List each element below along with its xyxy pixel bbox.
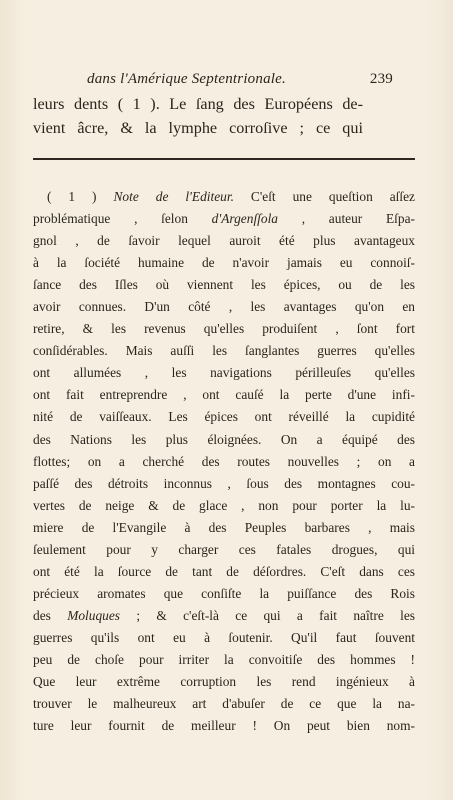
footnote-line: ont allumées , les navigations périlleuſes qu'elles	[33, 365, 415, 381]
footnote-line: précieux aromates que conſiſte la puiſſance des Rois	[33, 585, 415, 601]
footnote-line: ture leur fournit de meilleur ! On peut bien nom-	[33, 718, 415, 734]
footnote-line: Que leur extrême corruption les rend ingénieux à	[33, 674, 415, 690]
footnote-line: à la ſociété humaine de n'avoir jamais eu connoiſ-	[33, 255, 415, 271]
running-title: dans l'Amérique Septentrionale.	[87, 71, 286, 87]
footnote-text: des	[33, 607, 51, 623]
place-name: Moluques	[67, 607, 120, 623]
footnote-line: guerres qu'ils ont eu à ſoutenir. Qu'il faut ſouvent	[33, 629, 415, 645]
main-text-line: leurs dents ( 1 ). Le ſang des Européens de-	[33, 95, 363, 113]
page-number: 239	[369, 71, 393, 87]
footnote-line: ont fait entreprendre , ont cauſé la perte d'une infi-	[33, 387, 415, 403]
footnote-text: problématique , ſelon	[33, 211, 188, 227]
footnote-line: gnol , de ſavoir lequel auroit été plus avantageux	[33, 233, 415, 249]
footnote-line: conſidérables. Mais auſſi les ſanglantes guerres qu'elles	[33, 343, 415, 359]
footnote-line	[33, 605, 415, 627]
footnote-line: nité de vaiſſeaux. Les épices ont réveillé la cupidité	[33, 409, 415, 425]
main-text	[33, 92, 363, 140]
footnote-line: paſſé des détroits inconnus , ſous des montagnes cou-	[33, 475, 415, 491]
cited-author: d'Argenſſola	[211, 211, 278, 227]
footnote-line: ſance des Iſles où viennent les épices, ou de les	[33, 277, 415, 293]
editor-footnote	[33, 186, 415, 737]
footnote-line: des Nations les plus éloignées. On a équipé des	[33, 431, 415, 447]
footnote-label: Note de l'Editeur.	[113, 189, 234, 204]
footnote-text: ; & c'eſt-là ce qui a fait naître les	[136, 607, 415, 623]
running-header	[58, 71, 393, 91]
footnote-line: vertes de neige & de glace , non pour porter la lu-	[33, 497, 415, 513]
footnote-line	[33, 208, 415, 230]
main-text-line: vient âcre, & la lymphe corroſive ; ce qui	[33, 119, 363, 137]
footnote-line: trouver le malheureux art d'abuſer de ce que la na-	[33, 696, 415, 712]
footnote-divider	[33, 158, 415, 160]
footnote-marker: ( 1 )	[47, 189, 97, 204]
footnote-line: miere de l'Evangile à des Peuples barbares , mais	[33, 519, 415, 535]
footnote-line: peu de choſe pour irriter la convoitiſe des hommes !	[33, 651, 415, 667]
footnote-text: , auteur Eſpa-	[301, 211, 415, 227]
footnote-line	[33, 186, 415, 208]
footnote-line: flottes; on a cherché des routes nouvelles ; on a	[33, 453, 415, 469]
footnote-line: ſeulement pour y charger ces fatales drogues, qui	[33, 541, 415, 557]
footnote-line: avoir connues. D'un côté , les avantages qu'on en	[33, 299, 415, 315]
footnote-line: ont été la ſource de tant de déſordres. C'eſt dans ces	[33, 563, 415, 579]
footnote-line: retire, & les revenus qu'elles produiſent , ſont fort	[33, 321, 415, 337]
footnote-text: C'eſt une queſtion aſſez	[250, 189, 416, 204]
